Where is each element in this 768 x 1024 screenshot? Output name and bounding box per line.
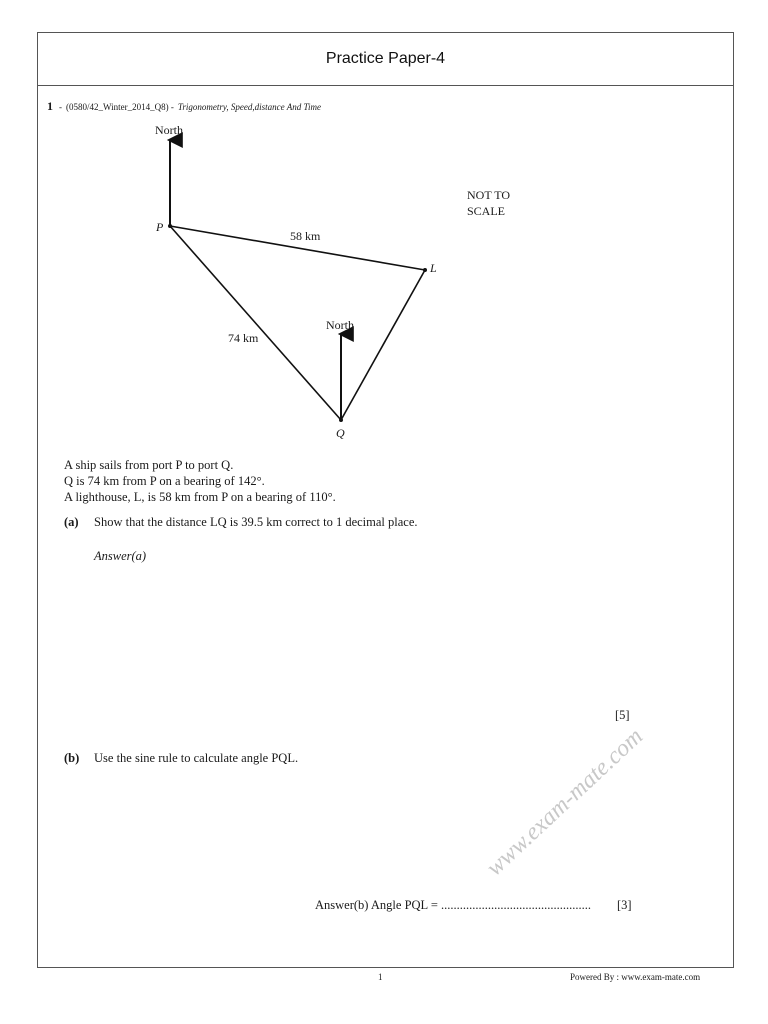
part-a-question (64, 515, 418, 530)
line-lq (341, 270, 425, 420)
question-topic: Trigonometry, Speed,distance And Time (177, 102, 321, 112)
watermark: www.exam-mate.com (481, 723, 649, 882)
part-a-text: Show that the distance LQ is 39.5 km correct to 1 decimal place. (94, 515, 418, 529)
point-q (339, 418, 343, 422)
question-stem (64, 457, 336, 505)
stem-line-2: Q is 74 km from P on a bearing of 142°. (64, 474, 265, 488)
label-p: P (156, 220, 164, 234)
part-b-label: (b) (64, 751, 80, 765)
distance-pq: 74 km (228, 331, 259, 345)
question-number: 1 (47, 99, 53, 113)
point-l (423, 268, 427, 272)
north-label-top: North (155, 123, 183, 137)
answer-a-label: Answer(a) (94, 549, 147, 563)
part-a-marks: [5] (615, 708, 630, 722)
not-to-scale-line2: SCALE (467, 204, 506, 218)
label-l: L (430, 261, 437, 275)
part-b-text: Use the sine rule to calculate angle PQL. (94, 751, 299, 765)
part-b-question (64, 751, 298, 766)
answer-b-line: Answer(b) Angle PQL = ................................................ (315, 898, 592, 912)
part-a-label: (a) (64, 515, 79, 529)
page-number: 1 (378, 972, 383, 982)
separator: - (170, 102, 174, 112)
page-title: Practice Paper-4 (325, 49, 446, 67)
stem-line-1: A ship sails from port P to port Q. (64, 458, 234, 472)
distance-pl: 58 km (290, 229, 321, 243)
line-pq (170, 226, 341, 420)
stem-line-3: A lighthouse, L, is 58 km from P on a bearing of 110°. (64, 490, 336, 504)
point-p (168, 224, 172, 228)
separator: - (59, 102, 62, 112)
question-source: (0580/42_Winter_2014_Q8) (66, 102, 169, 112)
powered-by: Powered By : www.exam-mate.com (570, 972, 701, 982)
part-b-marks: [3] (617, 898, 632, 912)
north-label-bottom: North (326, 318, 354, 332)
not-to-scale-line1: NOT TO (467, 188, 511, 202)
label-q: Q (336, 426, 345, 440)
